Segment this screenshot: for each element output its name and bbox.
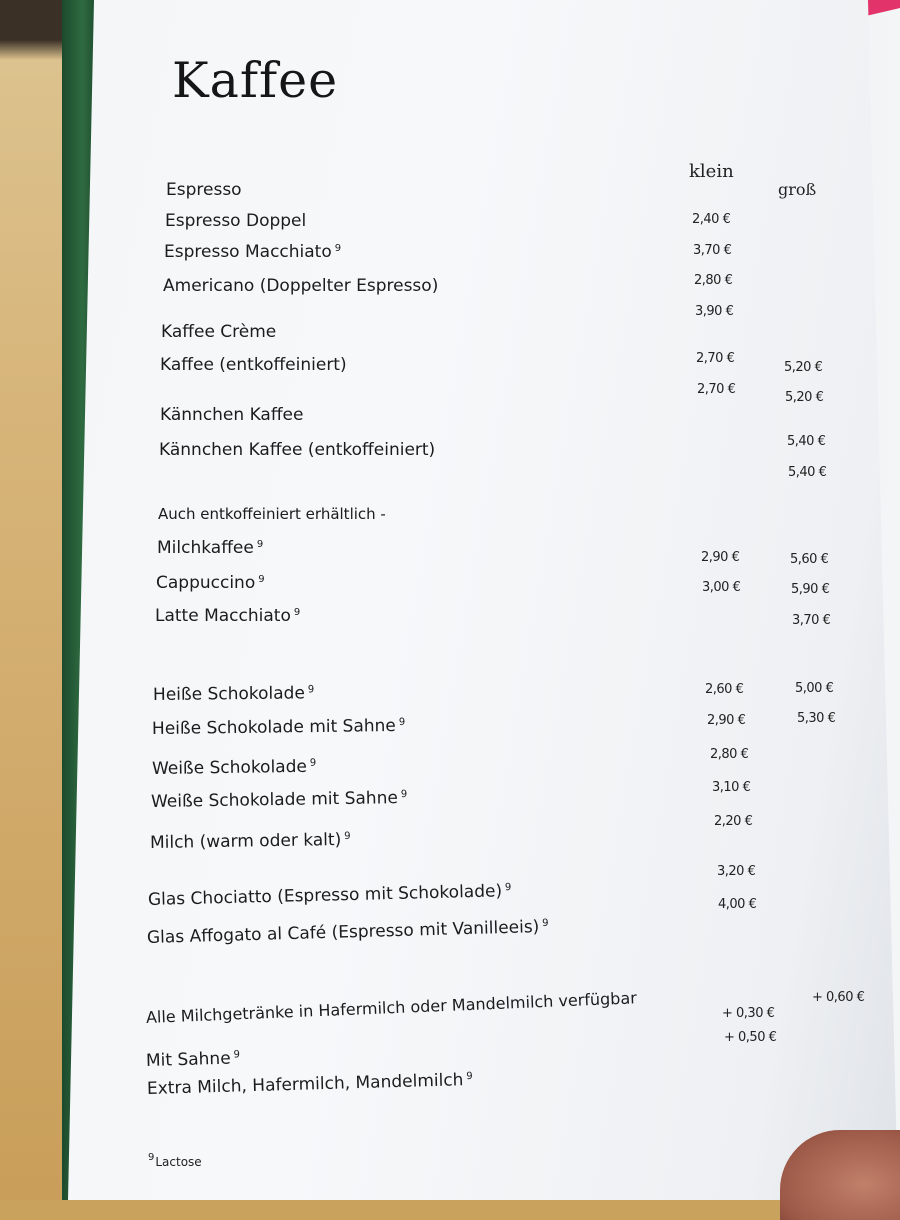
footnote-marker: 9 bbox=[309, 757, 317, 769]
price-large: 5,20 € bbox=[785, 390, 824, 405]
footnote-text: Lactose bbox=[155, 1155, 202, 1169]
item-name: Milchkaffee bbox=[157, 538, 254, 558]
menu-item bbox=[160, 405, 303, 425]
price-large: 5,90 € bbox=[791, 582, 830, 597]
menu-item bbox=[152, 757, 317, 779]
price-small: + 0,30 € bbox=[722, 1006, 775, 1021]
menu-item bbox=[166, 180, 242, 200]
column-header-small: klein bbox=[689, 161, 734, 182]
price-large: 5,30 € bbox=[797, 711, 836, 726]
item-name: Weiße Schokolade bbox=[151, 756, 308, 779]
item-name: Milch (warm oder kalt) bbox=[149, 829, 342, 853]
price-small: 2,70 € bbox=[697, 382, 736, 397]
item-name: Americano (Doppelter Espresso) bbox=[163, 276, 439, 296]
item-name: Glas Chociatto (Espresso mit Schokolade) bbox=[147, 881, 503, 910]
price-small: 3,20 € bbox=[717, 864, 756, 879]
price-small: 2,20 € bbox=[714, 814, 753, 829]
menu-item bbox=[153, 683, 314, 705]
footnote-marker: 9 bbox=[258, 574, 265, 585]
footnote-marker: 9 bbox=[466, 1070, 473, 1083]
price-small: + 0,50 € bbox=[724, 1030, 777, 1045]
footnote-marker: 9 bbox=[256, 539, 264, 550]
item-name: Heiße Schokolade bbox=[152, 683, 305, 705]
menu-item bbox=[146, 1048, 241, 1071]
menu-item bbox=[151, 788, 408, 812]
item-name: Kännchen Kaffee (entkoffeiniert) bbox=[159, 440, 436, 460]
price-small: 2,60 € bbox=[705, 682, 744, 697]
item-name: Extra Milch, Hafermilch, Mandelmilch bbox=[146, 1070, 464, 1099]
price-large: + 0,60 € bbox=[812, 990, 865, 1005]
menu-note bbox=[158, 505, 386, 523]
footnote-marker: 9 bbox=[400, 788, 408, 801]
price-large: 3,70 € bbox=[792, 613, 831, 628]
price-large: 5,40 € bbox=[788, 465, 827, 480]
item-name: Weiße Schokolade mit Sahne bbox=[150, 788, 399, 812]
price-small: 3,00 € bbox=[702, 580, 741, 595]
item-name: Espresso bbox=[166, 180, 242, 200]
footnote-marker: 9 bbox=[334, 243, 342, 254]
menu-item bbox=[165, 211, 306, 231]
price-large: 5,40 € bbox=[787, 434, 826, 449]
item-name: Kaffee (entkoffeiniert) bbox=[160, 355, 347, 375]
price-small: 3,70 € bbox=[693, 243, 732, 258]
footnote-marker: 9 bbox=[233, 1049, 241, 1061]
price-small: 3,90 € bbox=[695, 304, 734, 319]
item-name: Alle Milchgetränke in Hafermilch oder Mandelmilch verfügbar bbox=[145, 988, 638, 1027]
footnote-marker: 9 bbox=[293, 607, 301, 618]
page-title: Kaffee bbox=[172, 52, 339, 109]
item-name: Heiße Schokolade mit Sahne bbox=[151, 716, 396, 739]
price-large: 5,20 € bbox=[784, 360, 823, 375]
menu-item bbox=[161, 322, 276, 342]
item-name: Espresso Doppel bbox=[165, 211, 307, 231]
price-large: 5,00 € bbox=[795, 681, 834, 696]
column-header-large: groß bbox=[778, 180, 817, 199]
price-small: 2,90 € bbox=[701, 550, 740, 565]
footnote-marker: 9 bbox=[504, 882, 512, 894]
footnote-marker: 9 bbox=[344, 830, 351, 842]
menu-item bbox=[156, 573, 265, 593]
price-large: 5,60 € bbox=[790, 552, 829, 567]
footnote bbox=[148, 1152, 202, 1169]
item-name: Glas Affogato al Café (Espresso mit Vanilleeis) bbox=[146, 917, 540, 948]
item-name: Espresso Macchiato bbox=[164, 242, 332, 262]
menu-item bbox=[160, 355, 347, 375]
footnote-marker: 9 bbox=[398, 716, 406, 728]
price-small: 2,90 € bbox=[707, 713, 746, 728]
footnote-marker: 9 bbox=[542, 917, 549, 929]
menu-item bbox=[152, 716, 405, 739]
menu-item bbox=[164, 242, 341, 262]
menu-item bbox=[155, 606, 300, 626]
item-name: Kännchen Kaffee bbox=[160, 405, 304, 425]
item-name: Mit Sahne bbox=[145, 1048, 231, 1071]
menu-item bbox=[159, 440, 435, 460]
menu-item bbox=[150, 830, 351, 853]
price-small: 2,70 € bbox=[696, 351, 735, 366]
price-small: 2,80 € bbox=[710, 747, 749, 762]
item-name: Kaffee Crème bbox=[161, 322, 277, 342]
footnote-marker: 9 bbox=[148, 1152, 155, 1163]
price-small: 4,00 € bbox=[718, 897, 757, 912]
footnote-marker: 9 bbox=[307, 684, 315, 696]
price-small: 2,80 € bbox=[694, 273, 733, 288]
item-name: Auch entkoffeiniert erhältlich - bbox=[158, 505, 386, 523]
menu-item bbox=[157, 538, 263, 558]
menu-item bbox=[163, 276, 438, 296]
price-small: 2,40 € bbox=[692, 212, 731, 227]
item-name: Latte Macchiato bbox=[155, 606, 291, 626]
price-small: 3,10 € bbox=[712, 780, 751, 795]
item-name: Cappuccino bbox=[156, 573, 256, 593]
